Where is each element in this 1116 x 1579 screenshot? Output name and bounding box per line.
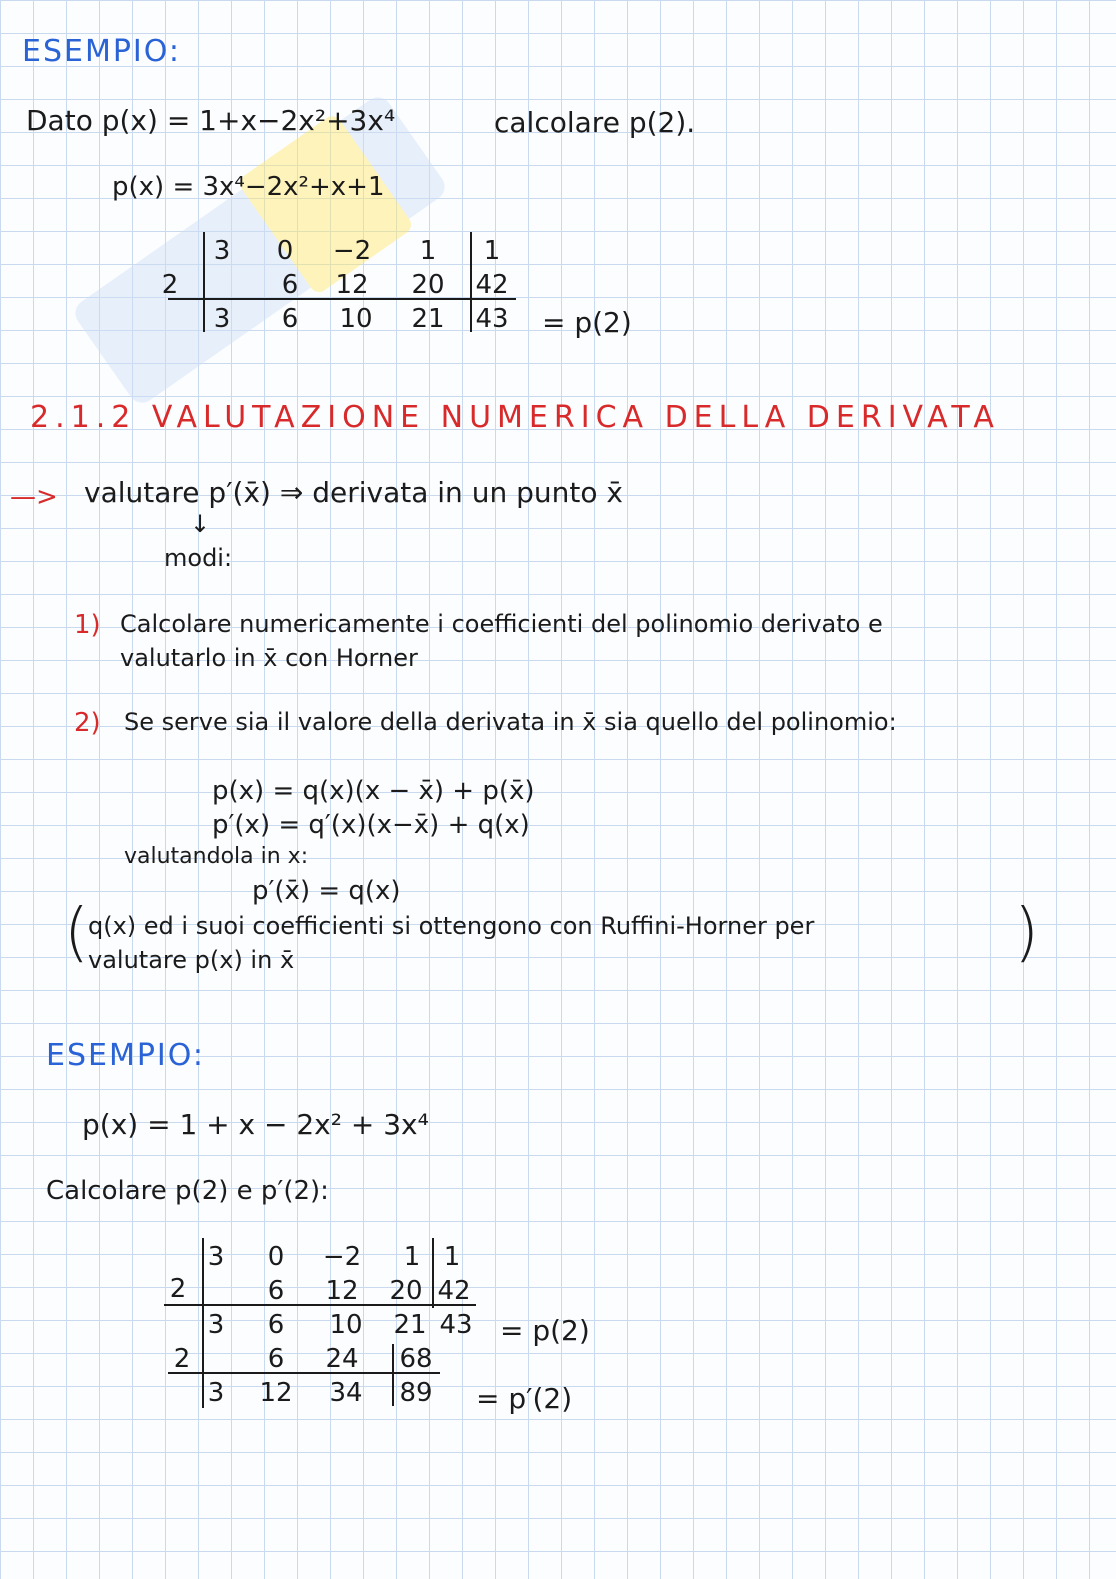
- table-2-cell: 3: [207, 1310, 225, 1340]
- table-2-cell: 21: [393, 1310, 427, 1340]
- table-1-cell: 6: [281, 304, 299, 334]
- table-2-cell: 0: [267, 1242, 285, 1272]
- table-2-point-2: 2: [173, 1344, 191, 1374]
- method-1-line-1: Calcolare numericamente i coefficienti del polinomio derivato e: [120, 610, 883, 638]
- example-1-title: ESEMPIO:: [22, 34, 181, 69]
- method-2-line-1: Se serve sia il valore della derivata in x̄ sia quello del polinomio:: [124, 708, 897, 736]
- table-1-cell: 42: [475, 270, 509, 300]
- example-1-task: calcolare p(2).: [494, 106, 696, 139]
- table-2-cell: 6: [267, 1344, 285, 1374]
- table-2-cell: 10: [329, 1310, 363, 1340]
- formula-1: p(x) = q(x)(x − x̄) + p(x̄): [212, 776, 535, 806]
- table-2-cell: 3: [207, 1242, 225, 1272]
- formula-3: p′(x̄) = q(x): [252, 876, 401, 906]
- table-2-cell: −2: [322, 1242, 362, 1272]
- method-1-line-2: valutarlo in x̄ con Horner: [120, 644, 418, 672]
- table-1-cell: −2: [332, 236, 372, 266]
- intro-arrow-icon: —>: [10, 482, 58, 512]
- table-1-cell: 12: [335, 270, 369, 300]
- modes-label: modi:: [164, 544, 233, 572]
- example-1-given: Dato p(x) = 1+x−2x²+3x⁴: [26, 104, 396, 137]
- table-2-cell: 6: [267, 1310, 285, 1340]
- table-2-cell: 20: [389, 1276, 423, 1306]
- note-line-2: valutare p(x) in x̄: [88, 946, 295, 974]
- note-line-1: q(x) ed i suoi coefficienti si ottengono con Ruffini-Horner per: [88, 912, 815, 940]
- eval-label: valutandola in x:: [124, 844, 309, 869]
- table-2-result-2: = p′(2): [476, 1382, 573, 1415]
- section-heading: 2.1.2 VALUTAZIONE NUMERICA DELLA DERIVATA: [30, 400, 1000, 435]
- table-2-point-1: 2: [169, 1274, 187, 1304]
- table-2-cell: 89: [399, 1378, 433, 1408]
- table-1-cell: 1: [483, 236, 501, 266]
- table-1-point: 2: [161, 270, 179, 300]
- example-2-task: Calcolare p(2) e p′(2):: [46, 1176, 329, 1206]
- table-1-result: = p(2): [542, 306, 632, 339]
- note-close-bracket: ): [1014, 896, 1039, 970]
- table-1-cell: 3: [213, 304, 231, 334]
- note-open-bracket: (: [64, 896, 89, 970]
- method-2-number: 2): [74, 708, 101, 738]
- table-2-cell: 12: [259, 1378, 293, 1408]
- table-1-cell: 10: [339, 304, 373, 334]
- table-2-cell: 12: [325, 1276, 359, 1306]
- formula-2: p′(x) = q′(x)(x−x̄) + q(x): [212, 810, 530, 840]
- table-1-cell: 0: [276, 236, 294, 266]
- table-1-cell: 6: [281, 270, 299, 300]
- example-1-rewrite: p(x) = 3x⁴−2x²+x+1: [112, 172, 385, 202]
- intro-text: valutare p′(x̄) ⇒ derivata in un punto x̄: [84, 476, 623, 509]
- table-2-cell: 42: [437, 1276, 471, 1306]
- table-2-cell: 1: [443, 1242, 461, 1272]
- table-1-cell: 3: [213, 236, 231, 266]
- table-2-cell: 34: [329, 1378, 363, 1408]
- table-2-cell: 6: [267, 1276, 285, 1306]
- table-1-cell: 1: [419, 236, 437, 266]
- table-2-cell: 1: [403, 1242, 421, 1272]
- example-2-title: ESEMPIO:: [46, 1038, 205, 1073]
- table-2-cell: 24: [325, 1344, 359, 1374]
- table-2-cell: 43: [439, 1310, 473, 1340]
- example-2-poly: p(x) = 1 + x − 2x² + 3x⁴: [82, 1108, 429, 1141]
- table-1-cell: 20: [411, 270, 445, 300]
- table-2-cell: 68: [399, 1344, 433, 1374]
- table-1-cell: 43: [475, 304, 509, 334]
- table-2-result-1: = p(2): [500, 1314, 590, 1347]
- table-2-cell: 3: [207, 1378, 225, 1408]
- table-1-cell: 21: [411, 304, 445, 334]
- method-1-number: 1): [74, 610, 101, 640]
- down-arrow-icon: ↓: [190, 510, 211, 538]
